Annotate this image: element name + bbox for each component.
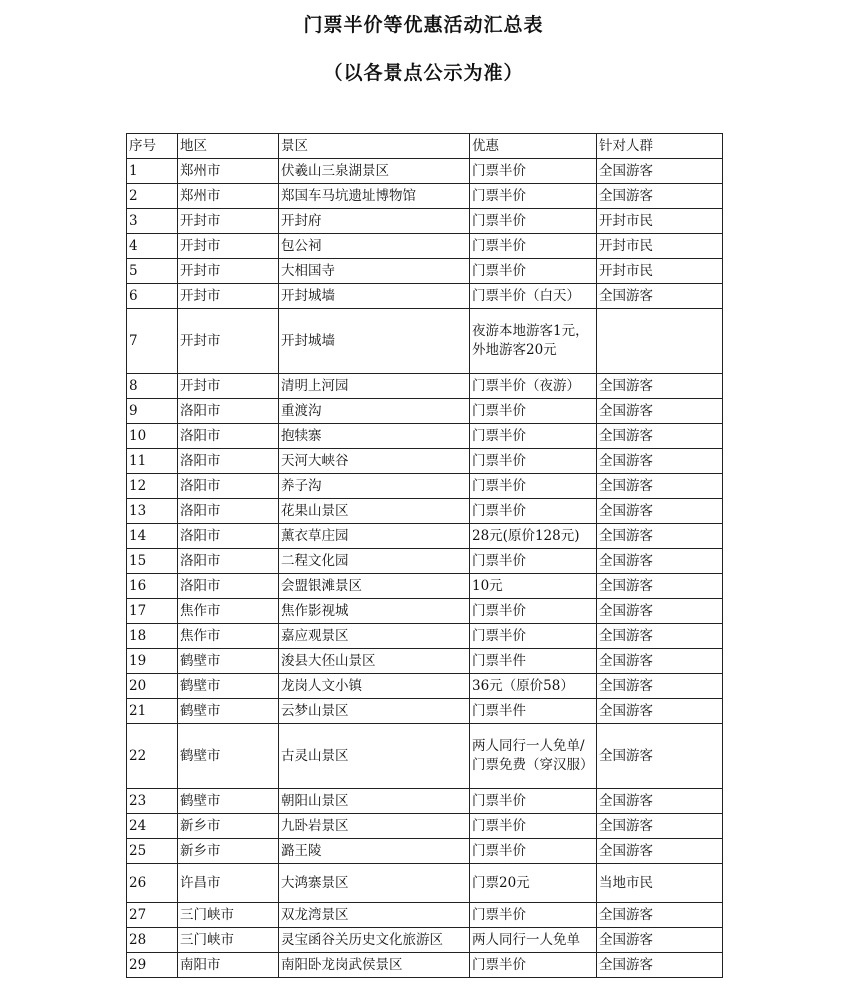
- table-row: [127, 374, 723, 399]
- table-row: [127, 549, 723, 574]
- cell-scenic-spot: 浚县大伾山景区: [279, 649, 470, 674]
- cell-region: 洛阳市: [178, 449, 279, 474]
- cell-target-group: 开封市民: [597, 209, 723, 234]
- cell-discount: 28元(原价128元): [470, 524, 597, 549]
- table-row: [127, 234, 723, 259]
- cell-region: 三门峡市: [178, 903, 279, 928]
- cell-index: 17: [127, 599, 178, 624]
- cell-index: 9: [127, 399, 178, 424]
- cell-discount: 门票半价: [470, 209, 597, 234]
- cell-discount: 门票半价: [470, 424, 597, 449]
- table-row: [127, 903, 723, 928]
- cell-index: 6: [127, 284, 178, 309]
- cell-target-group: 全国游客: [597, 424, 723, 449]
- cell-index: 1: [127, 159, 178, 184]
- table-row: [127, 624, 723, 649]
- table-row: [127, 864, 723, 903]
- cell-region: 洛阳市: [178, 574, 279, 599]
- cell-region: 开封市: [178, 234, 279, 259]
- cell-index: 20: [127, 674, 178, 699]
- cell-index: 14: [127, 524, 178, 549]
- table-row: [127, 309, 723, 374]
- cell-target-group: 全国游客: [597, 159, 723, 184]
- cell-discount: 门票半价: [470, 839, 597, 864]
- cell-scenic-spot: 大相国寺: [279, 259, 470, 284]
- table-row: [127, 284, 723, 309]
- cell-scenic-spot: 二程文化园: [279, 549, 470, 574]
- cell-index: 21: [127, 699, 178, 724]
- cell-index: 12: [127, 474, 178, 499]
- cell-discount: 门票半价: [470, 399, 597, 424]
- cell-target-group: 全国游客: [597, 284, 723, 309]
- cell-scenic-spot: 重渡沟: [279, 399, 470, 424]
- table-row: [127, 159, 723, 184]
- cell-discount: 门票半价: [470, 814, 597, 839]
- cell-region: 洛阳市: [178, 474, 279, 499]
- table-row: [127, 674, 723, 699]
- cell-scenic-spot: 薰衣草庄园: [279, 524, 470, 549]
- header-discount: 优惠: [470, 134, 597, 159]
- cell-index: 18: [127, 624, 178, 649]
- cell-discount: 门票半价: [470, 259, 597, 284]
- cell-target-group: 全国游客: [597, 574, 723, 599]
- cell-discount: 门票半价: [470, 184, 597, 209]
- cell-scenic-spot: 抱犊寨: [279, 424, 470, 449]
- cell-index: 26: [127, 864, 178, 903]
- cell-region: 三门峡市: [178, 928, 279, 953]
- cell-target-group: [597, 309, 723, 374]
- cell-index: 3: [127, 209, 178, 234]
- cell-target-group: 全国游客: [597, 599, 723, 624]
- cell-index: 5: [127, 259, 178, 284]
- cell-discount: 门票半价（白天）: [470, 284, 597, 309]
- cell-discount: 门票半价: [470, 499, 597, 524]
- cell-discount: 门票半价: [470, 903, 597, 928]
- cell-target-group: 全国游客: [597, 699, 723, 724]
- cell-discount: 门票半价: [470, 474, 597, 499]
- cell-target-group: 全国游客: [597, 474, 723, 499]
- table-row: [127, 789, 723, 814]
- table-row: [127, 524, 723, 549]
- cell-target-group: 全国游客: [597, 674, 723, 699]
- cell-region: 新乡市: [178, 814, 279, 839]
- cell-scenic-spot: 嘉应观景区: [279, 624, 470, 649]
- cell-target-group: 全国游客: [597, 953, 723, 978]
- cell-target-group: 全国游客: [597, 814, 723, 839]
- cell-discount: 门票半价: [470, 449, 597, 474]
- cell-target-group: 开封市民: [597, 234, 723, 259]
- cell-discount: 10元: [470, 574, 597, 599]
- table-row: [127, 499, 723, 524]
- table-row: [127, 474, 723, 499]
- cell-scenic-spot: 包公祠: [279, 234, 470, 259]
- table-row: [127, 574, 723, 599]
- cell-region: 洛阳市: [178, 549, 279, 574]
- cell-region: 新乡市: [178, 839, 279, 864]
- cell-index: 25: [127, 839, 178, 864]
- cell-target-group: 全国游客: [597, 524, 723, 549]
- cell-target-group: 开封市民: [597, 259, 723, 284]
- cell-scenic-spot: 灵宝函谷关历史文化旅游区: [279, 928, 470, 953]
- table-row: [127, 928, 723, 953]
- cell-scenic-spot: 郑国车马坑遗址博物馆: [279, 184, 470, 209]
- cell-discount: 门票20元: [470, 864, 597, 903]
- table-row: [127, 953, 723, 978]
- cell-region: 鹤壁市: [178, 699, 279, 724]
- cell-target-group: 全国游客: [597, 549, 723, 574]
- cell-scenic-spot: 云梦山景区: [279, 699, 470, 724]
- cell-region: 开封市: [178, 259, 279, 284]
- table-row: [127, 814, 723, 839]
- cell-discount: 门票半价: [470, 953, 597, 978]
- document-subtitle: （以各景点公示为准）: [323, 62, 524, 84]
- cell-region: 洛阳市: [178, 524, 279, 549]
- cell-scenic-spot: 伏羲山三泉湖景区: [279, 159, 470, 184]
- table-header-row: [127, 134, 723, 159]
- cell-index: 23: [127, 789, 178, 814]
- table-row: [127, 449, 723, 474]
- cell-discount: 门票半价: [470, 234, 597, 259]
- table-row: [127, 399, 723, 424]
- cell-target-group: 全国游客: [597, 928, 723, 953]
- table-row: [127, 599, 723, 624]
- cell-region: 开封市: [178, 284, 279, 309]
- cell-scenic-spot: 双龙湾景区: [279, 903, 470, 928]
- cell-target-group: 全国游客: [597, 839, 723, 864]
- cell-index: 27: [127, 903, 178, 928]
- cell-region: 鹤壁市: [178, 649, 279, 674]
- cell-index: 16: [127, 574, 178, 599]
- cell-index: 11: [127, 449, 178, 474]
- table-row: [127, 184, 723, 209]
- cell-discount: 门票半件: [470, 699, 597, 724]
- cell-scenic-spot: 大鸿寨景区: [279, 864, 470, 903]
- header-target-group: 针对人群: [597, 134, 723, 159]
- cell-target-group: 全国游客: [597, 649, 723, 674]
- cell-target-group: 全国游客: [597, 399, 723, 424]
- cell-discount: 门票半价: [470, 624, 597, 649]
- table-row: [127, 724, 723, 789]
- cell-index: 8: [127, 374, 178, 399]
- cell-discount: 夜游本地游客1元，外地游客20元: [470, 309, 597, 374]
- cell-scenic-spot: 开封城墙: [279, 309, 470, 374]
- cell-index: 24: [127, 814, 178, 839]
- table-row: [127, 424, 723, 449]
- table-row: [127, 259, 723, 284]
- cell-region: 鹤壁市: [178, 674, 279, 699]
- cell-index: 29: [127, 953, 178, 978]
- cell-discount: 两人同行一人免单: [470, 928, 597, 953]
- header-region: 地区: [178, 134, 279, 159]
- cell-region: 郑州市: [178, 184, 279, 209]
- cell-scenic-spot: 天河大峡谷: [279, 449, 470, 474]
- cell-region: 焦作市: [178, 599, 279, 624]
- cell-scenic-spot: 花果山景区: [279, 499, 470, 524]
- cell-scenic-spot: 九卧岩景区: [279, 814, 470, 839]
- cell-region: 焦作市: [178, 624, 279, 649]
- cell-scenic-spot: 龙岗人文小镇: [279, 674, 470, 699]
- cell-discount: 门票半件: [470, 649, 597, 674]
- cell-discount: 两人同行一人免单/门票免费（穿汉服）: [470, 724, 597, 789]
- cell-discount: 门票半价: [470, 599, 597, 624]
- header-scenic-spot: 景区: [279, 134, 470, 159]
- cell-region: 开封市: [178, 309, 279, 374]
- cell-discount: 36元（原价58）: [470, 674, 597, 699]
- cell-index: 28: [127, 928, 178, 953]
- cell-region: 洛阳市: [178, 424, 279, 449]
- cell-target-group: 当地市民: [597, 864, 723, 903]
- cell-discount: 门票半价（夜游）: [470, 374, 597, 399]
- table-row: [127, 209, 723, 234]
- cell-region: 鹤壁市: [178, 724, 279, 789]
- cell-index: 2: [127, 184, 178, 209]
- cell-region: 洛阳市: [178, 399, 279, 424]
- header-index: 序号: [127, 134, 178, 159]
- cell-region: 鹤壁市: [178, 789, 279, 814]
- cell-region: 许昌市: [178, 864, 279, 903]
- cell-index: 4: [127, 234, 178, 259]
- cell-discount: 门票半价: [470, 549, 597, 574]
- cell-scenic-spot: 清明上河园: [279, 374, 470, 399]
- cell-region: 郑州市: [178, 159, 279, 184]
- cell-target-group: 全国游客: [597, 184, 723, 209]
- cell-scenic-spot: 朝阳山景区: [279, 789, 470, 814]
- cell-discount: 门票半价: [470, 789, 597, 814]
- cell-scenic-spot: 潞王陵: [279, 839, 470, 864]
- cell-region: 洛阳市: [178, 499, 279, 524]
- cell-scenic-spot: 古灵山景区: [279, 724, 470, 789]
- cell-target-group: 全国游客: [597, 624, 723, 649]
- cell-index: 10: [127, 424, 178, 449]
- table-row: [127, 699, 723, 724]
- cell-index: 22: [127, 724, 178, 789]
- cell-index: 19: [127, 649, 178, 674]
- table-body: [127, 159, 723, 978]
- cell-scenic-spot: 南阳卧龙岗武侯景区: [279, 953, 470, 978]
- cell-target-group: 全国游客: [597, 903, 723, 928]
- cell-index: 15: [127, 549, 178, 574]
- cell-target-group: 全国游客: [597, 499, 723, 524]
- cell-target-group: 全国游客: [597, 449, 723, 474]
- cell-index: 7: [127, 309, 178, 374]
- cell-target-group: 全国游客: [597, 724, 723, 789]
- table-row: [127, 839, 723, 864]
- discount-table: [126, 133, 723, 978]
- cell-scenic-spot: 养子沟: [279, 474, 470, 499]
- table-row: [127, 649, 723, 674]
- cell-scenic-spot: 开封府: [279, 209, 470, 234]
- cell-discount: 门票半价: [470, 159, 597, 184]
- cell-target-group: 全国游客: [597, 789, 723, 814]
- cell-region: 南阳市: [178, 953, 279, 978]
- cell-scenic-spot: 开封城墙: [279, 284, 470, 309]
- document-title: 门票半价等优惠活动汇总表: [303, 14, 544, 36]
- cell-scenic-spot: 焦作影视城: [279, 599, 470, 624]
- cell-index: 13: [127, 499, 178, 524]
- cell-region: 开封市: [178, 209, 279, 234]
- cell-scenic-spot: 会盟银滩景区: [279, 574, 470, 599]
- cell-target-group: 全国游客: [597, 374, 723, 399]
- cell-region: 开封市: [178, 374, 279, 399]
